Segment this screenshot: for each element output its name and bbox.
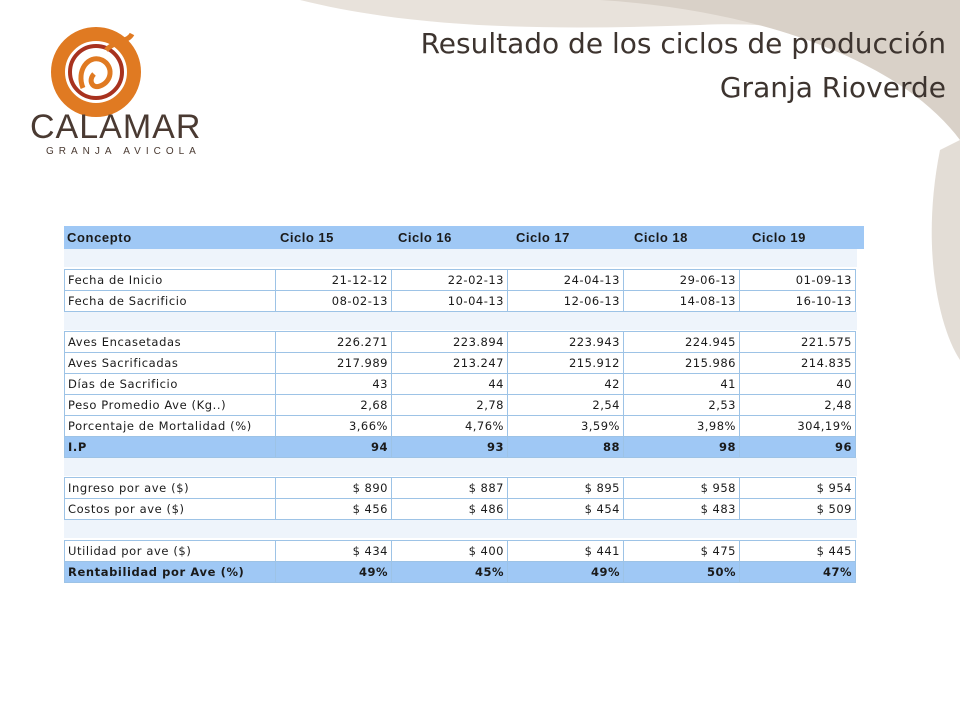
cell-value: 96 [740, 437, 856, 458]
header-ciclo: Ciclo 17 [510, 226, 628, 249]
cell-value: $ 895 [508, 478, 624, 499]
cell-value: $ 454 [508, 499, 624, 520]
cell-value: 22-02-13 [392, 270, 508, 291]
row-label: I.P [65, 437, 276, 458]
cell-value: 304,19% [740, 416, 856, 437]
page-title [421, 22, 946, 110]
cell-value: $ 890 [276, 478, 392, 499]
cell-value: $ 434 [276, 541, 392, 562]
cell-value: 214.835 [740, 353, 856, 374]
cell-value: 29-06-13 [624, 270, 740, 291]
cell-value: $ 509 [740, 499, 856, 520]
cell-value: 40 [740, 374, 856, 395]
cell-value: 49% [276, 562, 392, 583]
cell-value: 217.989 [276, 353, 392, 374]
cell-value: 2,53 [624, 395, 740, 416]
header-ciclo: Ciclo 18 [628, 226, 746, 249]
header-concepto: Concepto [64, 226, 274, 249]
separator-band [64, 520, 857, 538]
cell-value: 08-02-13 [276, 291, 392, 312]
cell-value: 10-04-13 [392, 291, 508, 312]
table-row [65, 416, 856, 437]
cell-value: $ 958 [624, 478, 740, 499]
birds-table [64, 331, 856, 458]
row-label: Aves Encasetadas [65, 332, 276, 353]
row-label: Fecha de Sacrificio [65, 291, 276, 312]
cell-value: 2,48 [740, 395, 856, 416]
row-label: Peso Promedio Ave (Kg..) [65, 395, 276, 416]
table-row [65, 395, 856, 416]
table-row [65, 291, 856, 312]
row-label: Fecha de Inicio [65, 270, 276, 291]
cell-value: 2,68 [276, 395, 392, 416]
row-label: Días de Sacrificio [65, 374, 276, 395]
table-row [65, 332, 856, 353]
row-label: Aves Sacrificadas [65, 353, 276, 374]
cell-value: 93 [392, 437, 508, 458]
cell-value: 44 [392, 374, 508, 395]
cell-value: 213.247 [392, 353, 508, 374]
cell-value: 223.894 [392, 332, 508, 353]
logo-brand-name: CALAMAR [30, 108, 202, 146]
row-label: Costos por ave ($) [65, 499, 276, 520]
table-row [65, 499, 856, 520]
cell-value: $ 475 [624, 541, 740, 562]
cell-value: $ 456 [276, 499, 392, 520]
cell-value: 223.943 [508, 332, 624, 353]
separator-band [64, 458, 857, 476]
cell-value: 221.575 [740, 332, 856, 353]
cell-value: 45% [392, 562, 508, 583]
dates-table [64, 269, 856, 312]
cell-value: 2,54 [508, 395, 624, 416]
cell-value: 3,66% [276, 416, 392, 437]
cell-value: 215.912 [508, 353, 624, 374]
table-header-row [64, 226, 864, 249]
cell-value: 4,76% [392, 416, 508, 437]
cell-value: 24-04-13 [508, 270, 624, 291]
cell-value: 224.945 [624, 332, 740, 353]
cell-value: 14-08-13 [624, 291, 740, 312]
header-ciclo: Ciclo 19 [746, 226, 864, 249]
rentabilidad-row [65, 562, 856, 583]
page-title-line2: Granja Rioverde [719, 71, 946, 104]
cell-value: 3,59% [508, 416, 624, 437]
row-label: Rentabilidad por Ave (%) [65, 562, 276, 583]
row-label: Ingreso por ave ($) [65, 478, 276, 499]
table-row [65, 374, 856, 395]
cell-value: $ 441 [508, 541, 624, 562]
cell-value: $ 954 [740, 478, 856, 499]
logo-subtitle: GRANJA AVICOLA [46, 146, 201, 157]
cell-value: 88 [508, 437, 624, 458]
cell-value: 98 [624, 437, 740, 458]
separator-band [64, 312, 857, 330]
cell-value: 43 [276, 374, 392, 395]
cell-value: 01-09-13 [740, 270, 856, 291]
separator-band [64, 249, 857, 267]
cell-value: $ 483 [624, 499, 740, 520]
cell-value: 47% [740, 562, 856, 583]
cell-value: 3,98% [624, 416, 740, 437]
cell-value: $ 400 [392, 541, 508, 562]
table-row [65, 353, 856, 374]
cell-value: 16-10-13 [740, 291, 856, 312]
ip-row [65, 437, 856, 458]
cell-value: 49% [508, 562, 624, 583]
row-label: Utilidad por ave ($) [65, 541, 276, 562]
cell-value: 226.271 [276, 332, 392, 353]
page-title-line1: Resultado de los ciclos de producción [420, 27, 946, 60]
cell-value: $ 887 [392, 478, 508, 499]
table-row [65, 270, 856, 291]
cell-value: $ 445 [740, 541, 856, 562]
money-table [64, 477, 856, 520]
cell-value: 2,78 [392, 395, 508, 416]
cell-value: 21-12-12 [276, 270, 392, 291]
cell-value: $ 486 [392, 499, 508, 520]
table-header [64, 226, 864, 249]
table-row [65, 541, 856, 562]
row-label: Porcentaje de Mortalidad (%) [65, 416, 276, 437]
cell-value: 94 [276, 437, 392, 458]
header-ciclo: Ciclo 16 [392, 226, 510, 249]
cell-value: 50% [624, 562, 740, 583]
profit-table [64, 540, 856, 583]
table-row [65, 478, 856, 499]
cell-value: 215.986 [624, 353, 740, 374]
cell-value: 42 [508, 374, 624, 395]
header-ciclo: Ciclo 15 [274, 226, 392, 249]
cell-value: 41 [624, 374, 740, 395]
cell-value: 12-06-13 [508, 291, 624, 312]
